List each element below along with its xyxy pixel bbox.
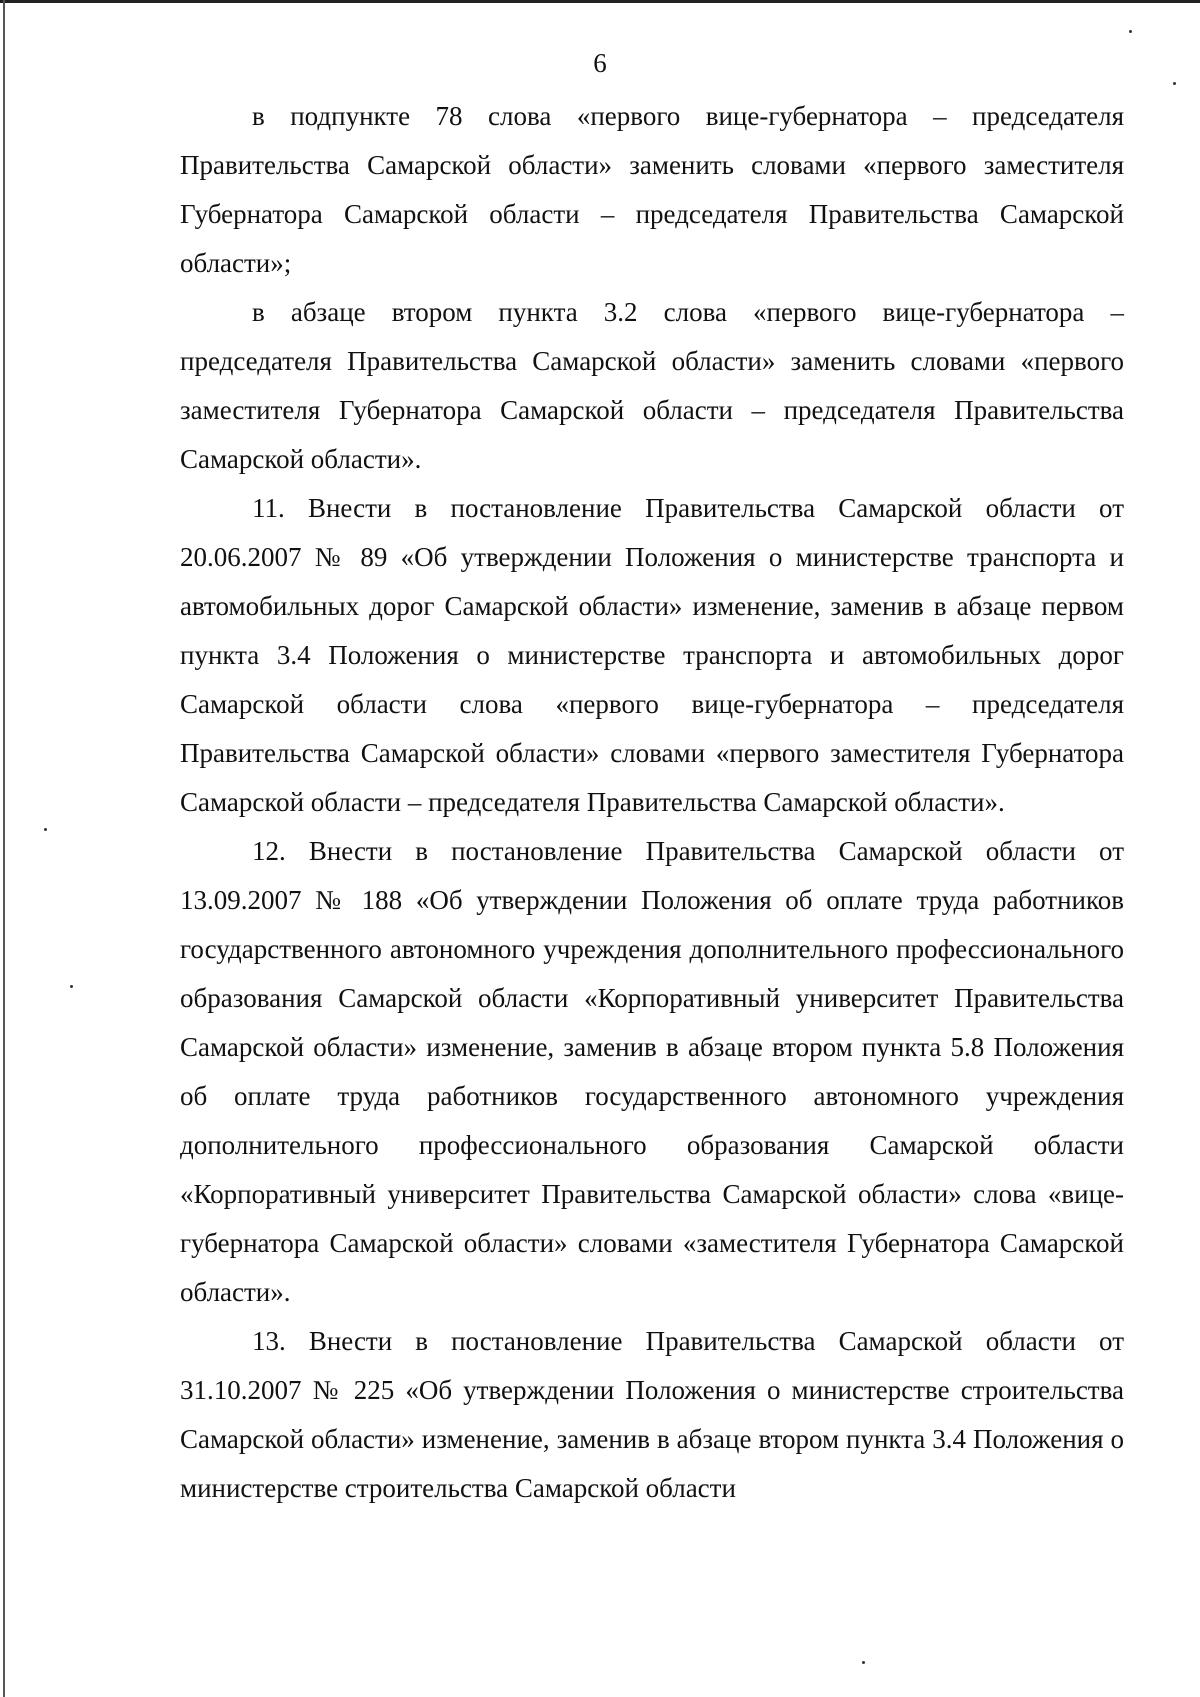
scan-speck [44,828,47,831]
paragraph-subpoint-78: в подпункте 78 слова «первого вице-губернатора – председателя Правительства Самарской области» заменить словами «первого заместителя Губернатора Самарской области – председателя Правительства Самарской области»; [180,101,1124,278]
paragraph-point-3-2: в абзаце втором пункта 3.2 слова «первого вице-губернатора – председателя Правительства Самарской области» заменить словами «первого заместителя Губернатора Самарской области – председателя Правительства Самарской области». [180,297,1124,474]
scan-edge-left [3,0,5,1697]
paragraph-item-12: 12. Внести в постановление Правительства Самарской области от 13.09.2007 № 188 «Об утверждении Положения об оплате труда работников государственного автономного учреждения дополнительного профессионального образования Самарской области «Корпоративный университет Правительства Самарской области» изменение, заменив в абзаце втором пункта 5.8 Положения об оплате труда работников государственного автономного учреждения дополнительного профессионального образования Самарской области «Корпоративный университет Правительства Самарской области» слова «вице-губернатора Самарской области» словами «заместителя Губернатора Самарской области». [180,836,1124,1307]
paragraph-item-13: 13. Внести в постановление Правительства Самарской области от 31.10.2007 № 225 «Об утверждении Положения о министерстве строительства Самарской области» изменение, заменив в абзаце втором пункта 3.4 Положения о министерстве строительства Самарской области [180,1326,1124,1503]
scan-speck [70,985,73,988]
scan-speck [1129,30,1132,33]
scan-edge-top [0,0,1200,3]
scan-speck [862,1661,865,1664]
paragraph-item-11: 11. Внести в постановление Правительства Самарской области от 20.06.2007 № 89 «Об утверждении Положения о министерстве транспорта и автомобильных дорог Самарской области» изменение, заменив в абзаце первом пункта 3.4 Положения о министерстве транспорта и автомобильных дорог Самарской области слова «первого вице-губернатора – председателя Правительства Самарской области» словами «первого заместителя Губернатора Самарской области – председателя Правительства Самарской области». [180,493,1124,817]
document-body [180,92,1124,1513]
scan-speck [1173,82,1176,85]
page-number: 6 [593,48,607,78]
